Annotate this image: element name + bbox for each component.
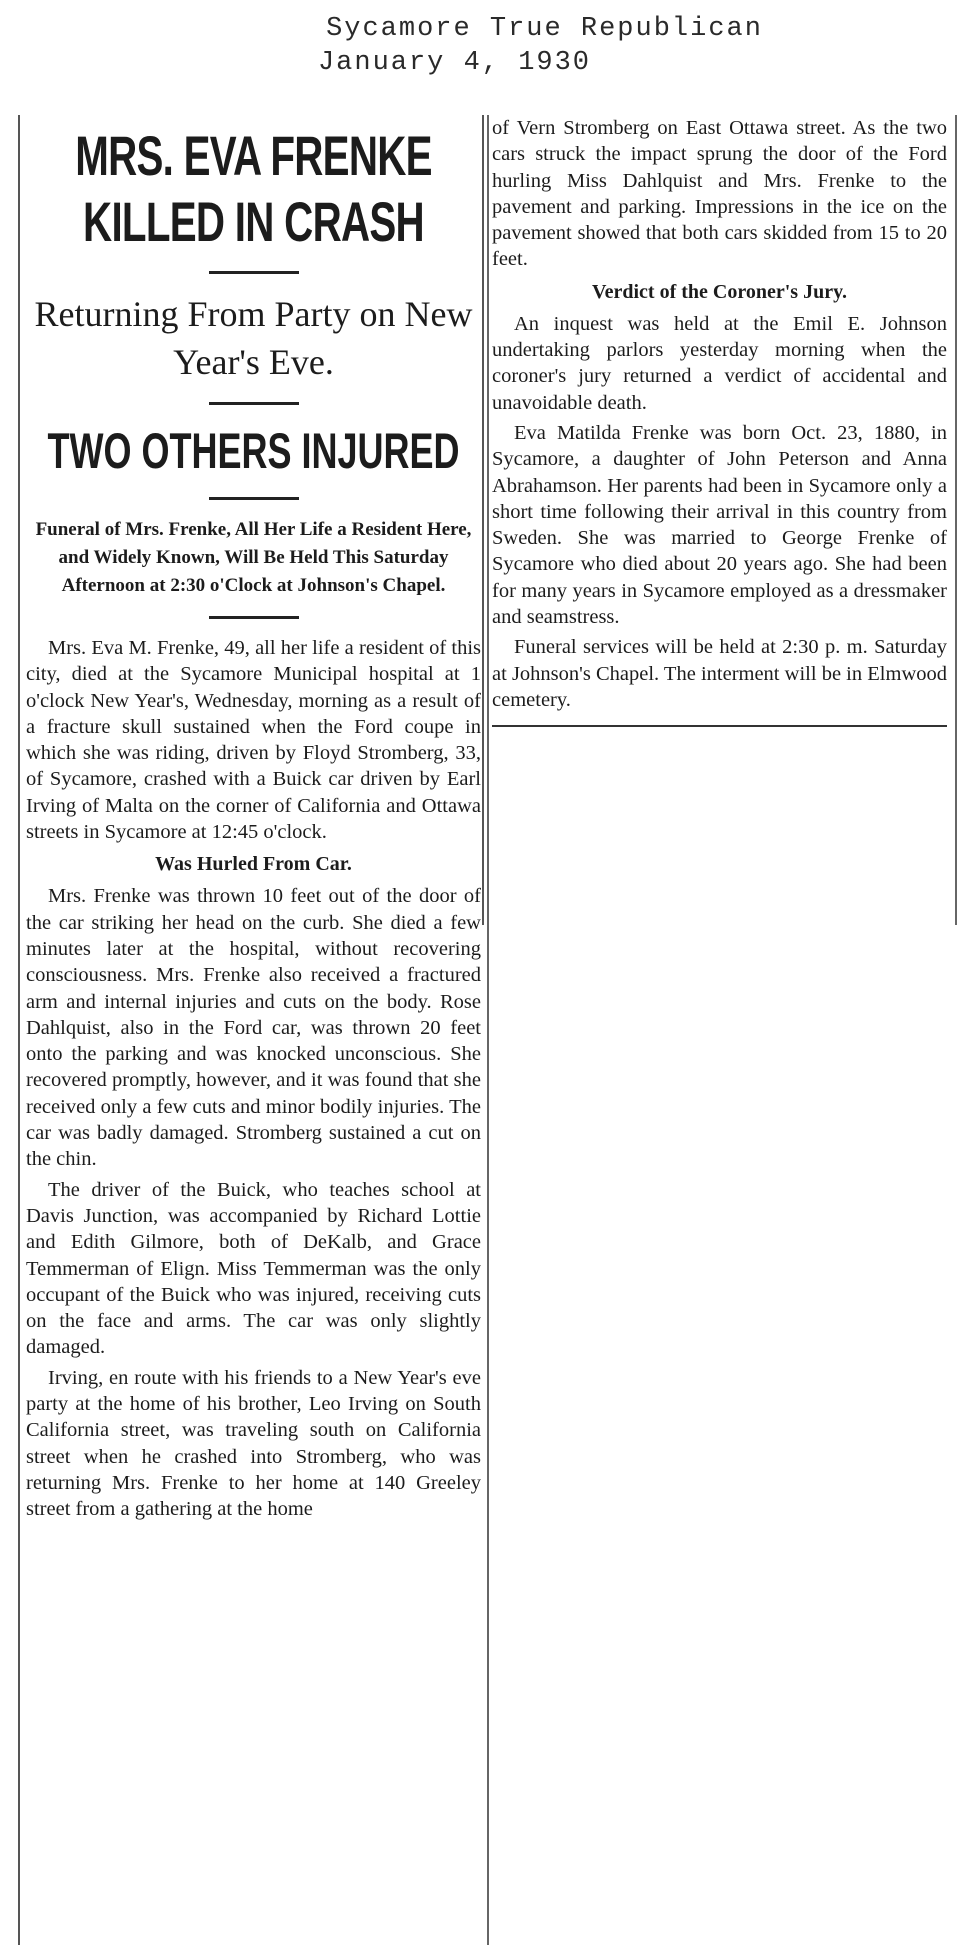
article-paragraph: Irving, en route with his friends to a New Year's eve party at the home of his brother, Leo Irving on South California street, was traveling south on California street when he crashed into Stromberg, who was returning Mrs. Frenke to her home at 140 Greeley street from a gathering at the home	[26, 1366, 481, 1521]
article-paragraph: of Vern Stromberg on East Ottawa street. As the two cars struck the impact sprung the door of the Ford hurling Miss Dahlquist and Mrs. Frenke to the pavement and parking. Impressions in the ice on the pavement showed that both cars skidded from 15 to 20 feet.	[492, 117, 947, 271]
article-paragraph: The driver of the Buick, who teaches school at Davis Junction, was accompanied by Richard Lottie and Edith Gilmore, both of DeKalb, and Grace Temmerman of Elign. Miss Temmerman was the only occupant of the Buick who was injured, receiving cuts on the face and arms. The car was only slightly damaged.	[26, 1178, 481, 1359]
source-newspaper-name: Sycamore True Republican	[326, 14, 763, 44]
headline-divider	[209, 271, 299, 274]
article-paragraph: Eva Matilda Frenke was born Oct. 23, 1880, in Sycamore, a daughter of John Peterson and Anna Abrahamson. Her parents had been in Sycamore only a short time following their arrival in this country from Sweden. She was married to George Frenke of Sycamore who died about 20 years ago. She had been for many years in Sycamore employed as a dressmaker and seamstress.	[492, 421, 947, 629]
subhead-divider	[209, 402, 299, 405]
second-headline: TWO OTHERS INJURED	[47, 423, 460, 479]
source-date: January 4, 1930	[317, 48, 592, 78]
deck-summary: Funeral of Mrs. Frenke, All Her Life a Resident Here, and Widely Known, Will Be Held This Saturday Afternoon at 2:30 o'Clock at Johnson's Chapel.	[35, 519, 472, 596]
deck-divider	[209, 616, 299, 619]
article-end-rule	[492, 725, 947, 727]
left-column	[18, 115, 489, 1945]
article-paragraph: Mrs. Eva M. Frenke, 49, all her life a resident of this city, died at the Sycamore Municipal hospital at 1 o'clock New Year's, Wednesday, morning as a result of a fracture skull sustained when the Ford coupe in which she was riding, driven by Floyd Stromberg, 33, of Sycamore, crashed with a Buick car driven by Earl Irving of Malta on the corner of California and Ottawa streets in Sycamore at 12:45 o'clock.	[26, 637, 481, 844]
article-paragraph: Mrs. Frenke was thrown 10 feet out of the door of the car striking her head on the curb. She died a few minutes later at the hospital, without recovering consciousness. Mrs. Frenke also received a fractured arm and internal injuries and cuts on the body. Rose Dahlquist, also in the Ford car, was thrown 20 feet onto the parking and was knocked unconscious. She recovered promptly, however, and it was found that she received only a few cuts and minor bodily injuries. The car was badly damaged. Stromberg sustained a cut on the chin.	[26, 885, 481, 1171]
main-headline: MRS. EVA FRENKE KILLED IN CRASH	[75, 124, 432, 253]
section-heading: Verdict of the Coroner's Jury.	[592, 280, 847, 303]
subheadline: Returning From Party on New Year's Eve.	[34, 294, 473, 382]
article-paragraph: Funeral services will be held at 2:30 p. m. Saturday at Johnson's Chapel. The interment will be in Elmwood cemetery.	[492, 636, 947, 711]
section-heading: Was Hurled From Car.	[155, 853, 352, 876]
right-column	[482, 115, 957, 925]
article-paragraph: An inquest was held at the Emil E. Johnson undertaking parlors yesterday morning when the coroner's jury returned a verdict of accidental and unavoidable death.	[492, 312, 947, 414]
second-headline-divider	[209, 497, 299, 500]
